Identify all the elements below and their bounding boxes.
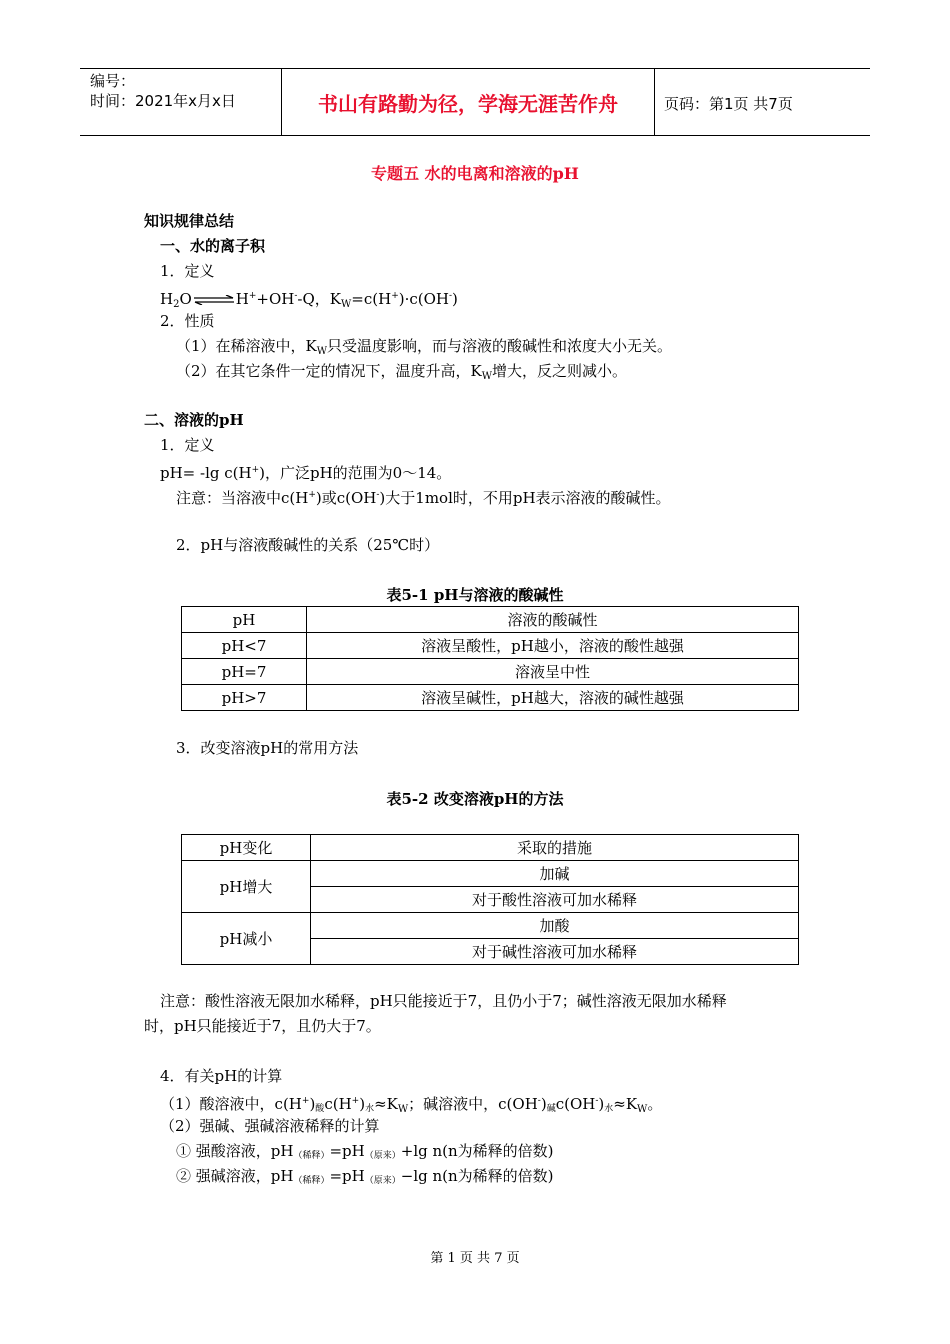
calc1-c: c(H [324, 1095, 352, 1113]
table1-cell: pH=7 [182, 659, 307, 685]
table2-cell: 加酸 [311, 913, 799, 939]
table2-header-measure: 采取的措施 [311, 835, 799, 861]
note-1-c: )大于1mol时，不用pH表示溶液的酸碱性。 [379, 489, 671, 507]
page-footer: 第 1 页 共 7 页 [430, 1251, 520, 1266]
table2-caption: 表5-2 改变溶液pH的方法 [386, 790, 564, 808]
calc2-1-c: +lg n(n为稀释的倍数) [400, 1142, 554, 1160]
table2-increase: pH增大 [182, 861, 311, 913]
table-row [182, 685, 799, 711]
calc1-kw-sub-2: W [637, 1104, 648, 1115]
table-row [182, 913, 799, 939]
table1-cell: 溶液呈酸性，pH越小，溶液的酸性越强 [307, 633, 799, 659]
table-ph-acidity [181, 606, 799, 711]
eq-h-ion: H [235, 290, 249, 308]
table1-header-ph: pH [182, 607, 307, 633]
table1-cell: 溶液呈碱性，pH越大，溶液的碱性越强 [307, 685, 799, 711]
property-1 [176, 336, 672, 362]
ph-def-a: pH= -lg c(H [160, 464, 252, 482]
header-bottom-rule [80, 135, 870, 136]
eq-plus-sign-2: + [391, 291, 399, 301]
table-row [182, 659, 799, 685]
eq-sub-2: 2 [173, 299, 180, 310]
eq-dot-part: )·c(OH [398, 290, 449, 308]
table-header-row [182, 607, 799, 633]
ph-def-b: )，广泛pH的范围为0～14。 [259, 464, 452, 482]
reversible-arrow-icon [193, 295, 235, 305]
table1-caption: 表5-1 pH与溶液的酸碱性 [386, 586, 564, 604]
property-2-a: （2）在其它条件一定的情况下，温度升高，K [176, 362, 482, 380]
calc1-f: ；碱溶液中，c(OH [408, 1095, 538, 1113]
note-1-plus: + [308, 490, 316, 500]
eq-end: ) [452, 290, 458, 308]
calc1-j: ≈K [613, 1095, 638, 1113]
eq-kw-sub: W [341, 299, 352, 310]
eq-plus-sign: + [248, 291, 257, 301]
ph-definition [160, 460, 451, 483]
property-2-b: 增大，反之则减小。 [492, 362, 628, 380]
table1-cell: pH<7 [182, 633, 307, 659]
section2-def-label: 1．定义 [160, 436, 215, 454]
calc1-k: 。 [647, 1095, 663, 1113]
table-header-row [182, 835, 799, 861]
table1-header-acidity: 溶液的酸碱性 [307, 607, 799, 633]
calc2-2-b: =pH [329, 1167, 365, 1185]
calc-2-2 [176, 1166, 554, 1191]
section2-heading: 二、溶液的pH [144, 411, 244, 429]
calc1-h: c(OH [555, 1095, 596, 1113]
property-1-a: （1）在稀溶液中，K [176, 337, 317, 355]
calc1-m2: - [595, 1096, 599, 1106]
section1-prop-label: 2．性质 [160, 312, 215, 330]
calc-label: 4．有关pH的计算 [160, 1067, 283, 1085]
table-ph-methods [181, 834, 799, 965]
table2-cell: 对于碱性溶液可加水稀释 [311, 939, 799, 965]
calc2-2-orig-sub: （原来） [364, 1176, 401, 1186]
property-2-kw-sub: W [481, 371, 493, 382]
calc1-i: ) [598, 1095, 605, 1113]
calc1-acid-sub: 酸 [315, 1104, 325, 1114]
table2-header-change: pH变化 [182, 835, 311, 861]
calc1-a: （1）酸溶液中，c(H [160, 1095, 302, 1113]
relation-label: 2．pH与溶液酸碱性的关系（25℃时） [176, 536, 440, 554]
section1-def-label: 1．定义 [160, 262, 215, 280]
header-divider-right [654, 68, 655, 135]
table2-cell: 对于酸性溶液可加水稀释 [311, 887, 799, 913]
ph-def-plus: + [251, 465, 260, 475]
note-2-line-1: 注意：酸性溶液无限加水稀释，pH只能接近于7，且仍小于7；碱性溶液无限加水稀释 [160, 992, 727, 1010]
section1-heading: 一、水的离子积 [160, 237, 266, 255]
calc2-1-a: ① 强酸溶液，pH [176, 1142, 294, 1160]
method-label: 3．改变溶液pH的常用方法 [176, 739, 359, 757]
table1-cell: pH>7 [182, 685, 307, 711]
eq-oh-part: +OH [256, 290, 295, 308]
header-top-rule [80, 68, 870, 69]
table-row [182, 861, 799, 887]
eq-h: H [160, 290, 174, 308]
calc1-kw-sub: W [397, 1104, 409, 1115]
header-time-label: 时间：2021年x月x日 [90, 92, 236, 110]
eq-minus-sign: - [294, 291, 298, 301]
table-row [182, 633, 799, 659]
calc2-1-b: =pH [329, 1142, 365, 1160]
note-1-a: 注意：当溶液中c(H [176, 489, 309, 507]
calc2-2-dil-sub: （稀释） [293, 1176, 330, 1186]
note-2-line-2: 时，pH只能接近于7，且仍大于7。 [144, 1017, 381, 1035]
table2-cell: 加碱 [311, 861, 799, 887]
summary-heading: 知识规律总结 [144, 212, 235, 230]
calc1-water-sub: 水 [365, 1104, 375, 1114]
note-1 [176, 485, 671, 508]
property-2 [176, 361, 627, 387]
header-number-label: 编号： [90, 72, 136, 90]
calc1-p2: + [351, 1096, 360, 1106]
property-1-kw-sub: W [316, 346, 328, 357]
calc-2-1 [176, 1141, 554, 1166]
calc1-e: ≈K [374, 1095, 398, 1113]
calc1-water-sub-2: 水 [604, 1104, 614, 1114]
calc1-m1: - [537, 1096, 541, 1106]
calc-2-label: （2）强碱、强碱溶液稀释的计算 [160, 1117, 380, 1135]
calc1-d: ) [359, 1095, 366, 1113]
header-page-label: 页码：第1页 共7页 [664, 95, 793, 113]
eq-o: O [179, 290, 192, 308]
calc1-b: ) [309, 1095, 316, 1113]
header-motto: 书山有路勤为径，学海无涯苦作舟 [318, 92, 618, 116]
calc1-g: ) [540, 1095, 547, 1113]
eq-q-part: -Q，K [297, 290, 341, 308]
calc2-2-c: −lg n(n为稀释的倍数) [400, 1167, 554, 1185]
calc2-2-a: ② 强碱溶液，pH [176, 1167, 294, 1185]
calc2-1-orig-sub: （原来） [364, 1151, 401, 1161]
calc2-1-dil-sub: （稀释） [293, 1151, 330, 1161]
calc1-p1: + [301, 1096, 310, 1106]
note-1-minus: - [376, 490, 380, 500]
page-title: 专题五 水的电离和溶液的pH [371, 164, 579, 183]
table2-decrease: pH减小 [182, 913, 311, 965]
property-1-b: 只受温度影响，而与溶液的酸碱性和浓度大小无关。 [327, 337, 673, 355]
table1-cell: 溶液呈中性 [307, 659, 799, 685]
eq-equals-part: =c(H [351, 290, 392, 308]
calc1-base-sub: 碱 [546, 1104, 556, 1114]
note-1-b: )或c(OH [315, 489, 377, 507]
eq-minus-sign-2: - [449, 291, 453, 301]
